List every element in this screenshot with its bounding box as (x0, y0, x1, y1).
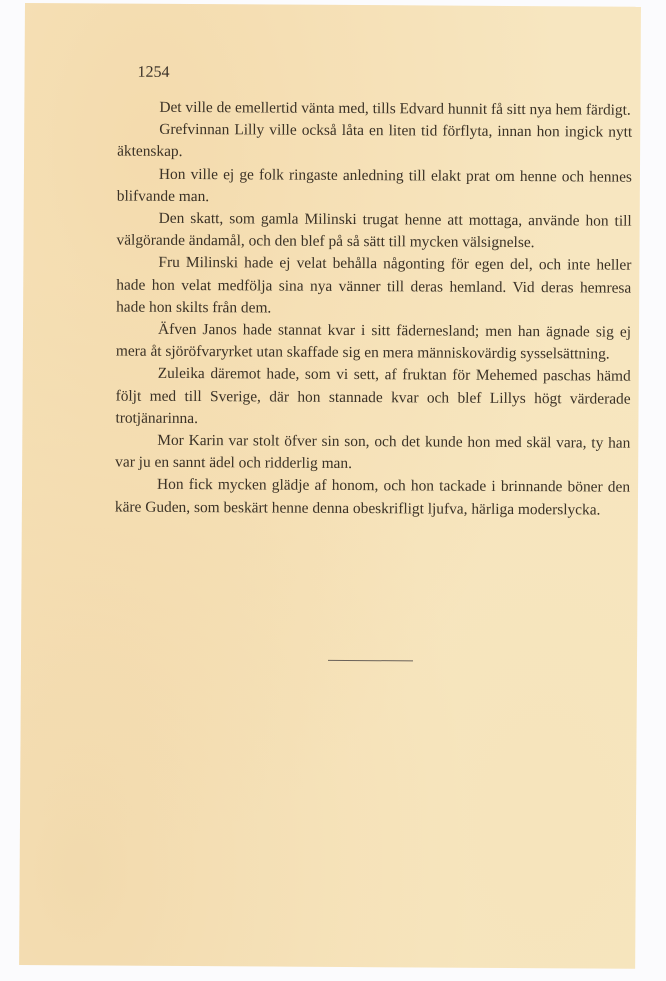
paragraph: Fru Milinski hade ej velat behålla någonting för egen del, och inte heller hade hon velat medfölja sina nya vänner till deras hemland. Vid deras hemresa hade hon skilts från dem. (116, 254, 632, 317)
paragraph: Det ville de emellertid vänta med, tills Edvard hunnit få sitt nya hem färdigt. (159, 98, 631, 119)
paragraph: Zuleika däremot hade, som vi sett, af fruktan för Mehemed paschas hämd följt med till Sverige, där hon stannade kvar och blef Lillys högt värderade trotjänarinna. (115, 365, 631, 427)
paragraph: Hon ville ej ge folk ringaste anledning till elakt prat om henne och hennes blifvande man. (116, 165, 633, 205)
paragraph: Den skatt, som gamla Milinski trugat henne att mottaga, använde hon till välgörande ändamål, och den blef på så sätt till mycken välsignelse. (116, 209, 632, 252)
body-text (115, 97, 633, 522)
page-number: 1254 (137, 63, 170, 81)
paragraph: Mor Karin var stolt öfver sin son, och det kunde hon med skäl vara, ty han var ju en sannt ädel och ridderlig man. (115, 431, 631, 473)
paragraph: Grefvinnan Lilly ville också låta en liten tid förflyta, innan hon ingick nytt äktenskap. (117, 121, 633, 161)
paragraph: Hon fick mycken glädje af honom, och hon tackade i brinnande böner den käre Guden, som beskärt henne denna obeskrifligt ljufva, härliga moderslycka. (114, 476, 631, 519)
chapter-end-rule (328, 660, 413, 662)
book-page (19, 3, 641, 969)
paragraph: Äfven Janos hade stannat kvar i sitt fädernesland; men han ägnade sig ej mera åt sjöröfvaryrket utan skaffade sig en mera människovärdig sysselsättning. (115, 320, 632, 363)
